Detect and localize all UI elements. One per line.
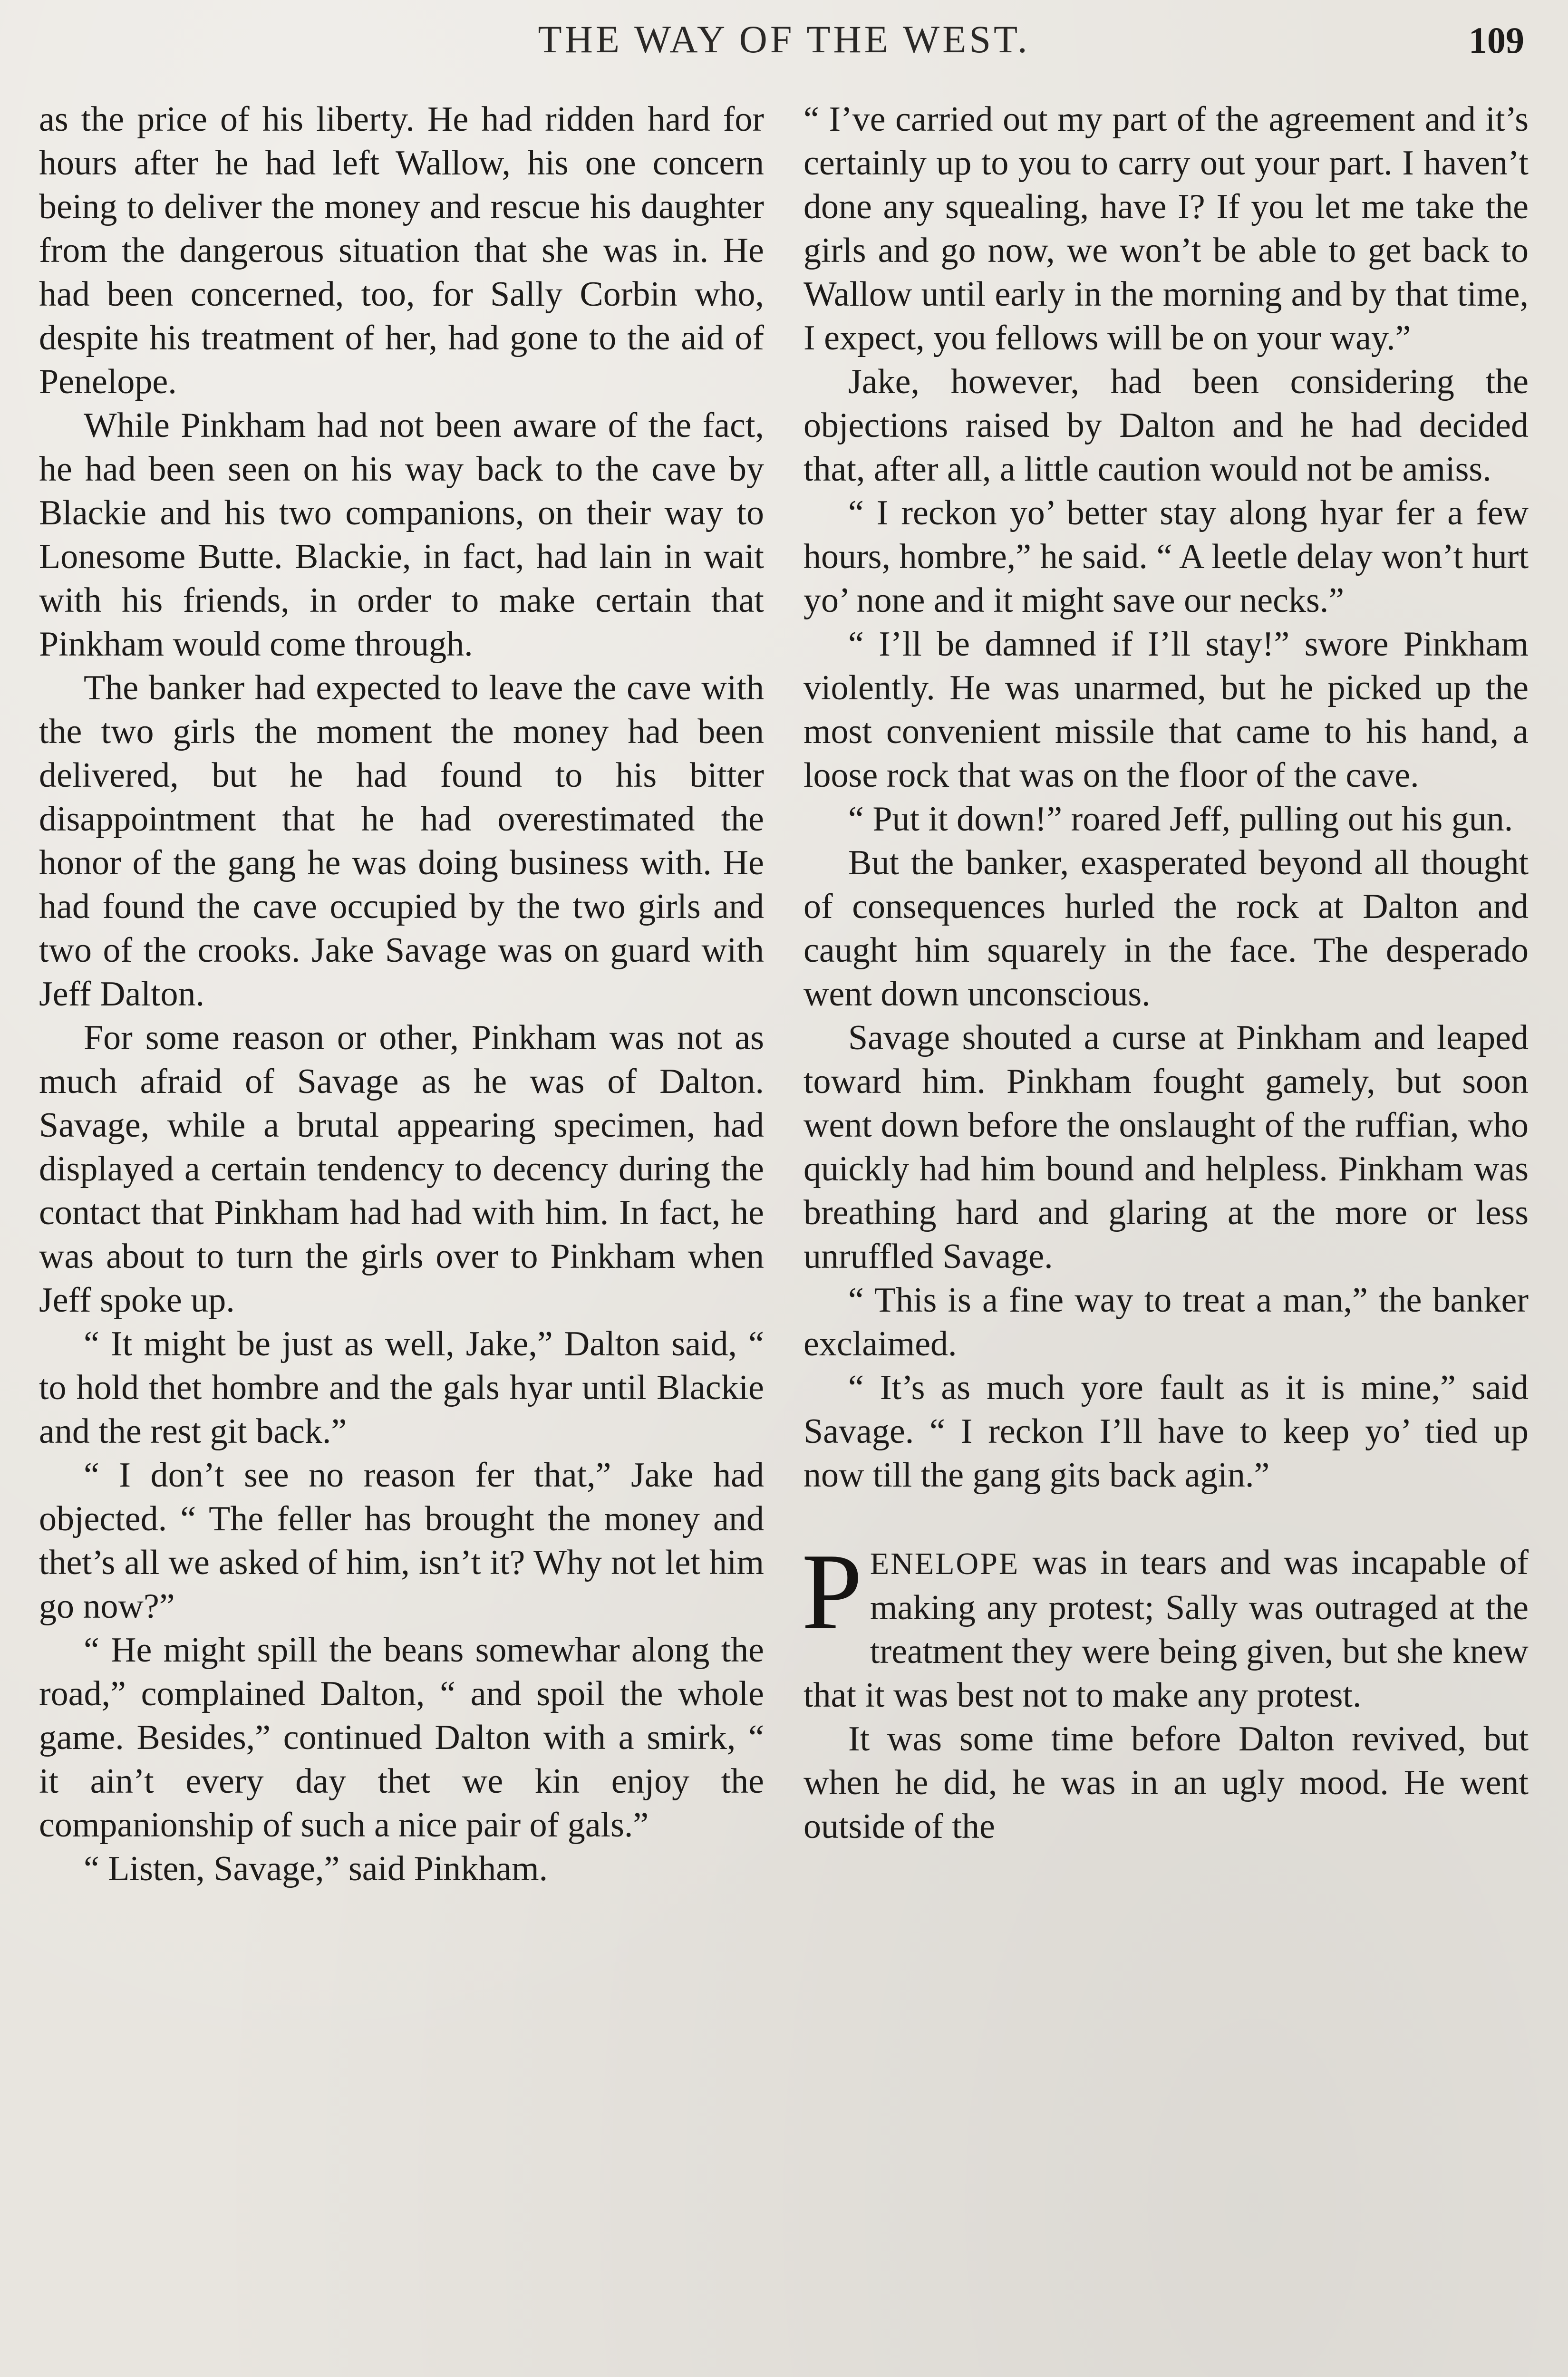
- right-column: [803, 97, 1529, 1848]
- paragraph: While Pinkham had not been aware of the fact, he had been seen on his way back to the cave by Blackie and his two companions, on their way to Lonesome Butte. Blackie, in fact, had lain in wait with his friends, in order to make certain that Pinkham would come through.: [39, 406, 764, 664]
- paragraph: Jake, however, had been considering the objections raised by Dalton and he had decided that, after all, a little caution would not be amiss.: [803, 362, 1529, 489]
- paragraph: It was some time before Dalton revived, but when he did, he was in an ugly mood. He went outside of the: [803, 1720, 1529, 1846]
- paragraph: “ It might be just as well, Jake,” Dalton said, “ to hold thet hombre and the gals hyar until Blackie and the rest git back.”: [39, 1324, 764, 1451]
- paragraph: “ He might spill the beans somewhar along the road,” complained Dalton, “ and spoil the whole game. Besides,” continued Dalton with a smirk, “ it ain’t every day thet we kin enjoy the companionship of such a nice pair of gals.”: [39, 1631, 764, 1845]
- paragraph: “ I’ve carried out my part of the agreement and it’s certainly up to you to carry out your part. I haven’t done any squealing, have I? If you let me take the girls and go now, we won’t be able to get back to Wallow until early in the morning and by that time, I expect, you fellows will be on your way.”: [803, 100, 1529, 358]
- drop-cap: P: [802, 1531, 862, 1652]
- lead-caps: ENELOPE: [870, 1546, 1020, 1581]
- paragraph: Savage shouted a curse at Pinkham and leaped toward him. Pinkham fought gamely, but soon went down before the onslaught of the ruffian, who quickly had him bound and helpless. Pinkham was breathing hard and glaring at the more or less unruffled Savage.: [803, 1018, 1529, 1276]
- paragraph: The banker had expected to leave the cave with the two girls the moment the money had been delivered, but he had found to his bitter disappointment that he had overestimated the honor of the gang he was doing business with. He had found the cave occupied by the two girls and two of the crooks. Jake Savage was on guard with Jeff Dalton.: [39, 668, 764, 1014]
- paragraph: But the banker, exasperated beyond all thought of consequences hurled the rock at Dalton and caught him squarely in the face. The desperado went down unconscious.: [803, 843, 1529, 1014]
- section-opening-text: was in tears and was incapable of making any protest; Sally was outraged at the treatment they were being given, but she knew that it was best not to make any protest.: [803, 1543, 1529, 1715]
- page-header: [38, 14, 1530, 76]
- running-head: THE WAY OF THE WEST.: [538, 18, 1030, 61]
- left-column: [39, 97, 764, 1891]
- paragraph: “ I reckon yo’ better stay along hyar fer a few hours, hombre,” he said. “ A leetle delay won’t hurt yo’ none and it might save our necks.”: [803, 493, 1529, 620]
- page-number: 109: [1469, 19, 1524, 61]
- paragraph: “ I’ll be damned if I’ll stay!” swore Pinkham violently. He was unarmed, but he picked up the most convenient missile that came to his hand, a loose rock that was on the floor of the cave.: [803, 625, 1529, 795]
- paragraph: “ Listen, Savage,” said Pinkham.: [84, 1849, 548, 1888]
- paragraph: “ It’s as much yore fault as it is mine,” said Savage. “ I reckon I’ll have to keep yo’ tied up now till the gang gits back agin.”: [803, 1368, 1529, 1495]
- paragraph: For some reason or other, Pinkham was not as much afraid of Savage as he was of Dalton. Savage, while a brutal appearing specimen, had displayed a certain tendency to decency during the contact that Pinkham had had with him. In fact, he was about to turn the girls over to Pinkham when Jeff spoke up.: [39, 1018, 764, 1320]
- paragraph: “ Put it down!” roared Jeff, pulling out his gun.: [848, 800, 1513, 839]
- paragraph: as the price of his liberty. He had ridden hard for hours after he had left Wallow, his one concern being to deliver the money and rescue his daughter from the dangerous situation that she was in. He had been concerned, too, for Sally Corbin who, despite his treatment of her, had gone to the aid of Penelope.: [39, 100, 764, 401]
- section-opening-paragraph: [802, 1531, 1529, 1717]
- paragraph: “ I don’t see no reason fer that,” Jake had objected. “ The feller has brought the money and thet’s all we asked of him, isn’t it? Why not let him go now?”: [39, 1456, 764, 1626]
- paragraph: “ This is a fine way to treat a man,” the banker exclaimed.: [803, 1281, 1529, 1363]
